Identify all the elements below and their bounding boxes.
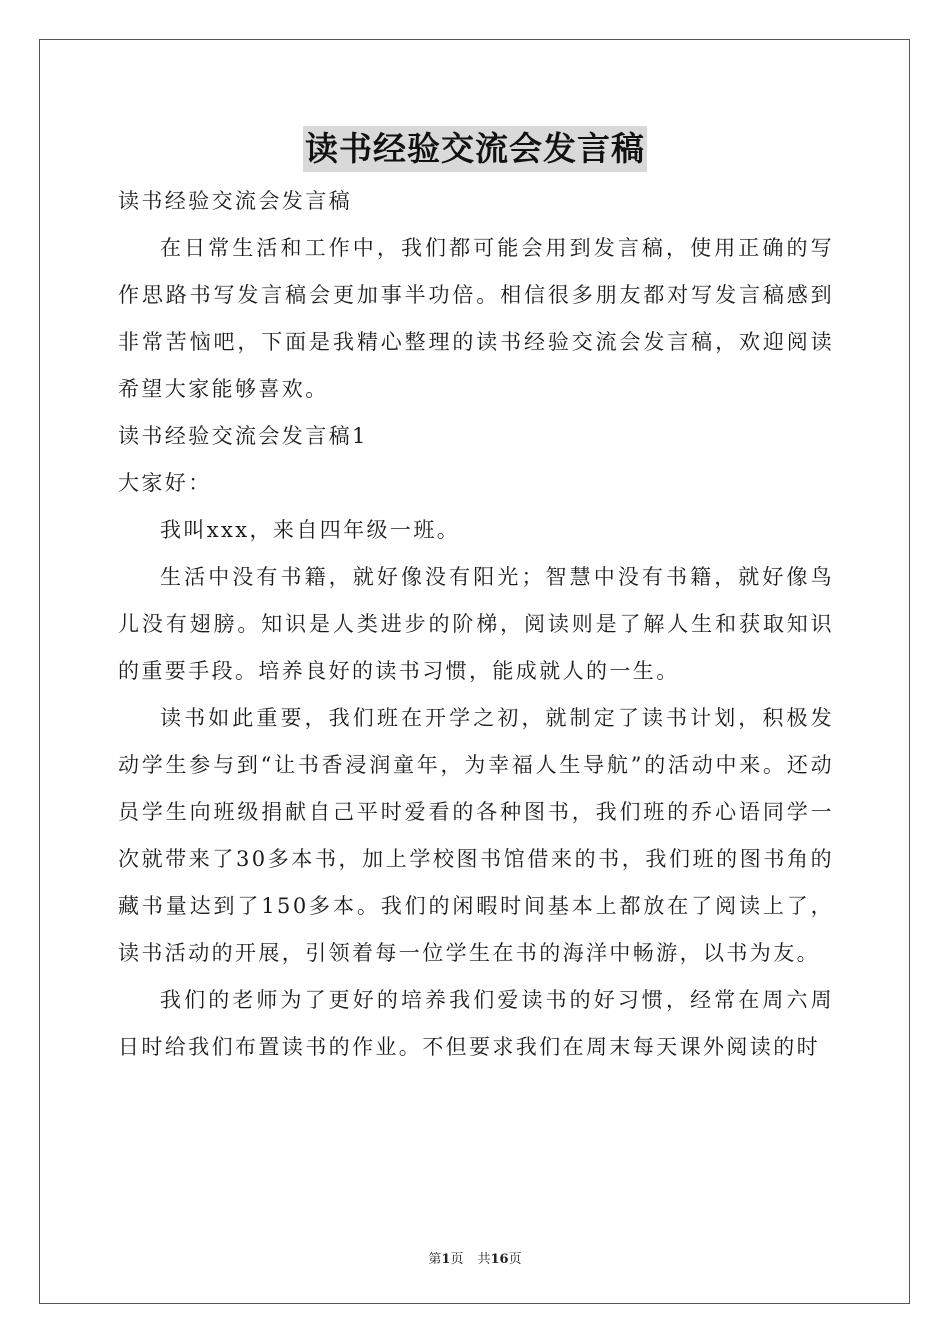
greeting: 大家好： — [118, 471, 212, 495]
body-paragraph-2: 生活中没有书籍，就好像没有阳光；智慧中没有书籍，就好像鸟儿没有翅膀。知识是人类进步的阶梯，阅读则是了解人生和获取知识的重要手段。培养良好的读书习惯，能成就人的一生。 — [118, 565, 834, 683]
body-paragraph-3: 读书如此重要，我们班在开学之初，就制定了读书计划，积极发动学生参与到“让书香浸润童年，为幸福人生导航”的活动中来。还动员学生向班级捐献自己平时爱看的各种图书，我们班的乔心语同学一次就带来了30多本书，加上学校图书馆借来的书，我们班的图书角的藏书量达到了150多本。我们的闲暇时间基本上都放在了阅读上了，读书活动的开展，引领着每一位学生在书的海洋中畅游，以书为友。 — [118, 706, 834, 965]
body-paragraph-4: 我们的老师为了更好的培养我们爱读书的好习惯，经常在周六周日时给我们布置读书的作业。不但要求我们在周末每天课外阅读的时 — [118, 988, 834, 1059]
total-prefix: 共 — [477, 1252, 491, 1267]
document-body — [118, 178, 834, 1071]
page-suffix: 页 — [450, 1252, 464, 1267]
total-suffix: 页 — [508, 1252, 522, 1267]
body-paragraph-1: 我叫xxx，来自四年级一班。 — [160, 518, 461, 542]
page-prefix: 第 — [428, 1252, 442, 1267]
document-subtitle: 读书经验交流会发言稿 — [118, 189, 352, 213]
title-container — [0, 126, 950, 172]
total-pages: 16 — [490, 1252, 509, 1267]
page-number: 1 — [441, 1252, 451, 1267]
section-heading: 读书经验交流会发言稿1 — [118, 424, 368, 448]
page-footer — [0, 1248, 950, 1267]
intro-paragraph: 在日常生活和工作中，我们都可能会用到发言稿，使用正确的写作思路书写发言稿会更加事半功倍。相信很多朋友都对写发言稿感到非常苦恼吧，下面是我精心整理的读书经验交流会发言稿，欢迎阅读希望大家能够喜欢。 — [118, 236, 834, 401]
document-title: 读书经验交流会发言稿 — [303, 126, 647, 172]
